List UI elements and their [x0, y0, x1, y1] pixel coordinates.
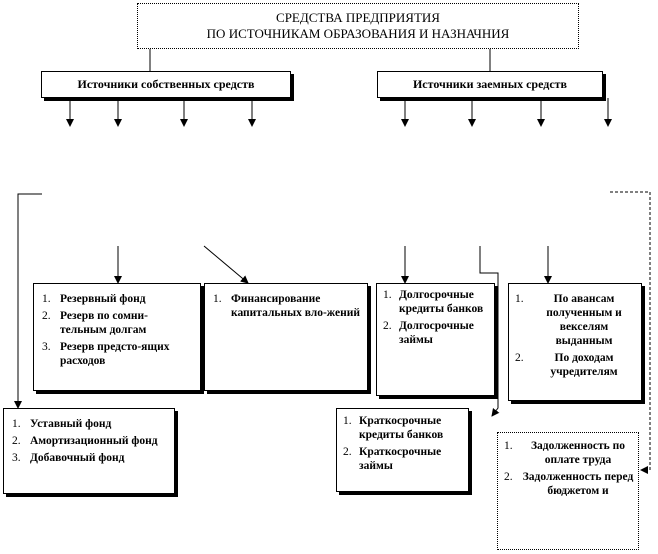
list-item: 2. Задолженность перед бюджетом и [504, 471, 634, 497]
borrowed-sources-label: Источники заемных средств [412, 77, 568, 91]
list-item: 1. Краткосрочные кредиты банков [343, 415, 444, 441]
reserves-box [33, 283, 201, 391]
borrowed-sources-header [377, 71, 603, 98]
advances-box [508, 283, 642, 401]
financing-box [204, 283, 368, 391]
title-line2: ПО ИСТОЧНИКАМ ОБРАЗОВАНИЯ И НАЗНАЧНИЯ [206, 26, 510, 41]
list-item: 3. Резерв предсто-ящих расходов [42, 341, 170, 367]
own-sources-label: Источники собственных средств [77, 77, 255, 91]
list-item: 2. Амортизационный фонд [12, 435, 158, 447]
title-line1: СРЕДСТВА ПРЕДПРИЯТИЯ [276, 10, 440, 25]
list-item: 2. Краткосрочные займы [343, 446, 442, 472]
title-box [137, 3, 579, 49]
capital-box [3, 408, 175, 494]
list-item: 1. Резервный фонд [42, 293, 146, 305]
list-item: 2. По доходам учредителям [515, 352, 618, 378]
own-sources-header [41, 71, 291, 98]
list-item: 2. Долгосрочные займы [383, 320, 474, 346]
long-term-loans-box [376, 283, 495, 396]
short-term-loans-box [336, 408, 469, 492]
list-item: 1. По авансам полученным и векселям выданным [515, 293, 622, 347]
list-item: 1. Задолженность по оплате труда [504, 440, 626, 466]
list-item: 2. Резерв по сомни-тельным долгам [42, 310, 148, 336]
list-item: 1. Уставный фонд [12, 418, 112, 430]
debts-box [497, 432, 639, 550]
list-item: 1. Финансирование капитальных вло-жений [213, 293, 360, 319]
list-item: 3. Добавочный фонд [12, 452, 125, 464]
list-item: 1. Долгосрочные кредиты банков [383, 289, 484, 315]
